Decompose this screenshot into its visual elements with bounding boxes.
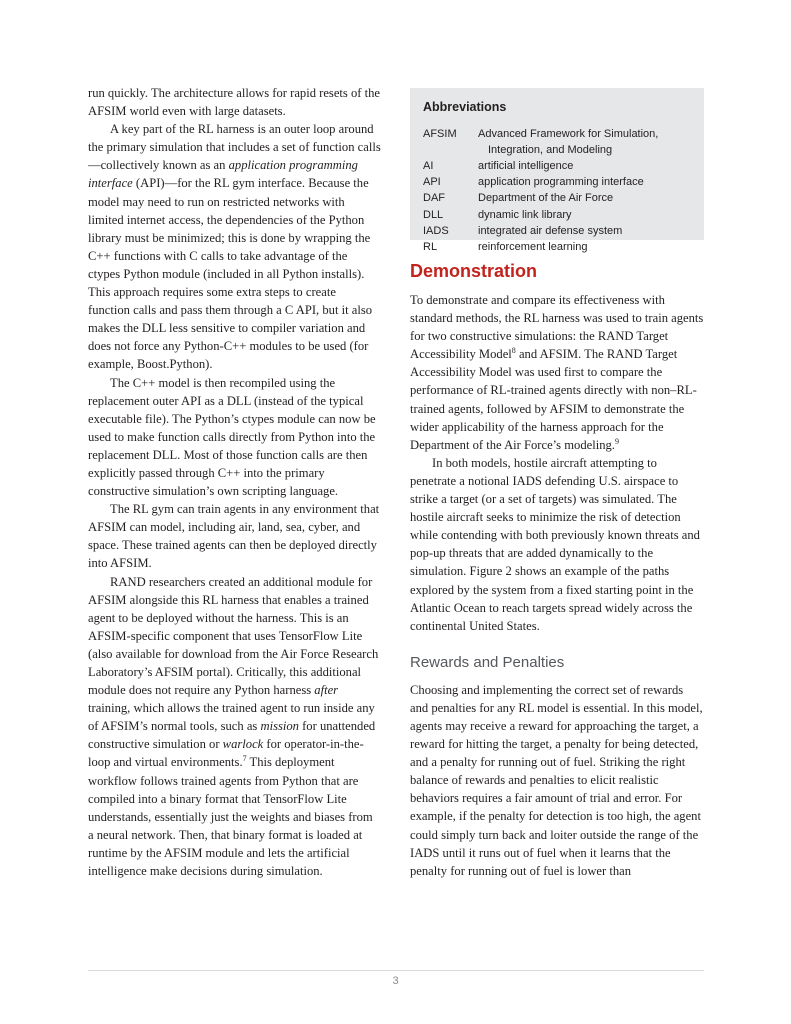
paragraph [88,120,381,373]
text-run: To demonstrate and compare its effectiveness with standard methods, the RL harness was used to train agents for two constructive simulations: the RAND Target Accessibility Model [410,293,704,362]
text-run: This deployment workflow follows trained agents from Python that are compiled into a binary format that TensorFlow Lite understands, essentially just the weights and biases from a neural network. Then, that binary format is loaded at runtime by the AFSIM module and lets the artificial intelligence make decisions during simulation. [88,755,373,879]
abbreviation-definition [478,239,692,255]
text-run: and AFSIM. The RAND Target Accessibility Model was used first to compare the performance of RL-trained agents directly with non–RL-trained agents, followed by AFSIM to demonstrate the wider applicability of the harness approach for the Department of the Air Force’s modeling. [410,347,697,452]
abbreviation-row [423,126,692,158]
demonstration-body [410,291,704,635]
subsection-title-rewards: Rewards and Penalties [410,653,565,671]
footer-divider [88,970,704,971]
abbreviation-term: AFSIM [423,128,457,141]
text-run: training, which allows the trained agent to run inside any of AFSIM’s normal tools, such as [88,701,375,734]
abbreviation-definition [478,207,692,223]
definition-line: reinforcement learning [478,240,588,253]
paragraph [88,374,381,501]
text-run: for operator-in-the-loop and virtual environments. [88,737,364,770]
text-run: The C++ model is then recompiled using the replacement outer API as a DLL (instead of the typical executable file). The Python’s ctypes module can now be used to make function calls directly from Python into the replacement DLL. Most of those function calls are then explicitly passed through C++ into the primary constructive simulation’s own scripting language. [88,375,376,499]
abbreviations-list [423,126,692,255]
paragraph [410,681,704,880]
abbreviation-definition [478,158,692,174]
abbreviation-term: DAF [423,192,445,205]
text-run: (API)—for the RL gym interface. Because the model may need to run on restricted networks with limited internet access, the dependencies of the Python library must be minimized; this is done by wrapping the C++ functions with C calls to take advantage of the ctypes Python module (included in all Python installs). This approach requires some extra steps to create function calls and pass them through a C API, but it also makes the DLL less sensitive to compiler variation and does not force any Python-C++ modules to be used (for example, Boost.Python). [88,176,373,372]
footnote-ref: 7 [242,754,247,764]
abbreviation-term: IADS [423,224,449,237]
italic-term: after [314,683,339,698]
paragraph [410,454,704,635]
text-run: In both models, hostile aircraft attempting to penetrate a notional IADS defending U.S. airspace to strike a target (or a set of targets) was simulated. The hostile aircraft seeks to minimize the risk of detection while contending with both previously known threats and pop-up threats that are added dynamically to the simulation. Figure 2 shows an example of the paths explored by the system from a fixed starting point in the Atlantic Ocean to reach targets spread widely across the continental United States. [410,455,700,633]
definition-continuation: Integration, and Modeling [488,144,613,157]
left-column [88,84,381,880]
abbreviation-row [423,239,692,255]
paragraph [88,84,381,120]
abbreviation-row [423,190,692,206]
definition-line: application programming interface [478,176,644,189]
right-column [410,88,704,880]
paragraph [88,573,381,881]
rewards-body [410,681,704,880]
page-number: 3 [392,975,399,987]
abbreviation-row [423,174,692,190]
paragraph [410,291,704,454]
text-run: for unattended constructive simulation or [88,719,376,752]
section-title-demonstration: Demonstration [410,261,538,281]
footnote-ref: 9 [614,436,619,446]
definition-line: artificial intelligence [478,160,574,173]
italic-term: mission [260,719,299,734]
abbreviations-title: Abbreviations [423,100,507,114]
text-run: run quickly. The architecture allows for rapid resets of the AFSIM world even with large datasets. [88,86,380,119]
abbreviation-definition [478,126,692,158]
abbreviation-term: API [423,176,441,189]
footnote-ref: 8 [511,346,516,356]
abbreviation-definition [478,190,692,206]
text-run: A key part of the RL harness is an outer loop around the primary simulation that includes a set of function calls—collectively known as an [88,122,381,173]
definition-line: integrated air defense system [478,224,623,237]
text-run: RAND researchers created an additional module for AFSIM alongside this RL harness that enables a trained agent to be deployed without the harness. This is an AFSIM-specific component that uses TensorFlow Lite (also available for download from the Air Force Research Laboratory’s AFSIM portal). Critically, this additional module does not require any Python harness [88,574,379,698]
definition-line: dynamic link library [478,208,572,221]
abbreviation-term: RL [423,240,438,253]
abbreviation-definition [478,174,692,190]
abbreviations-box [410,88,704,253]
abbreviation-row [423,158,692,174]
abbreviation-term: AI [423,160,434,173]
italic-term: warlock [222,737,264,752]
abbreviation-row [423,207,692,223]
definition-line: Department of the Air Force [478,192,614,205]
abbreviation-row [423,223,692,239]
text-run: Choosing and implementing the correct set of rewards and penalties for any RL model is essential. In this model, agents may receive a reward for approaching the target, a reward for hitting the target, a penalty for being detected, and a penalty for running out of fuel. Striking the right balance of rewards and penalties to elicit realistic behaviors requires a fair amount of trial and error. For example, if the penalty for detection is too high, the agent could simply turn back and loiter outside the range of the IADS until it runs out of fuel when it learns that the penalty for running out of fuel is lower than [410,682,703,878]
abbreviation-definition [478,223,692,239]
italic-term: application programming interface [88,158,358,191]
paragraph [88,500,381,572]
abbreviation-term: DLL [423,208,444,221]
text-run: The RL gym can train agents in any environment that AFSIM can model, including air, land, sea, cyber, and space. These trained agents can then be deployed directly into AFSIM. [88,502,380,571]
definition-line: Advanced Framework for Simulation, [478,128,659,141]
